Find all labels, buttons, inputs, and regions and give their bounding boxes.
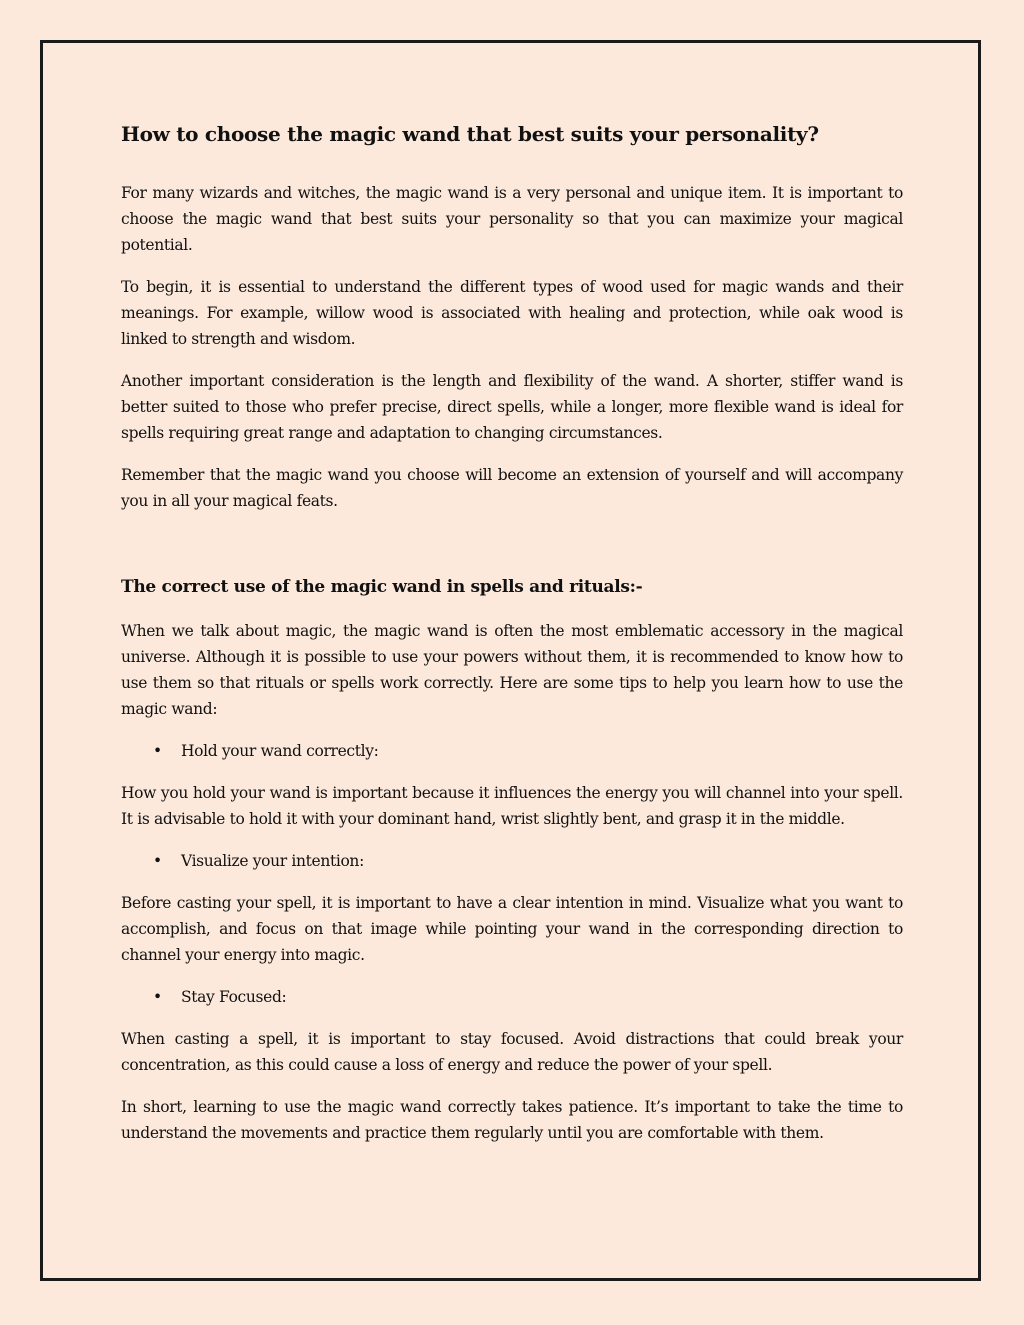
- intro-paragraph: For many wizards and witches, the magic wand is a very personal and unique item. It is important to choose the magic wand that best suits your personality so that you can maximize your magical potential.: [121, 184, 903, 254]
- intro-paragraph: Another important consideration is the length and flexibility of the wand. A shorter, stiffer wand is better suited to those who prefer precise, direct spells, while a longer, more flexible wand is ideal for spells requiring great range and adaptation to changing circumstances.: [121, 372, 903, 442]
- tip-paragraph: Before casting your spell, it is important to have a clear intention in mind. Visualize what you want to accomplish, and focus on that image while pointing your wand in the corresponding direction to channel your energy into magic.: [121, 894, 903, 964]
- bullet-icon: •: [153, 852, 162, 870]
- tip-label: Visualize your intention:: [181, 852, 364, 870]
- tip-item: [121, 984, 903, 1010]
- article-title: How to choose the magic wand that best suits your personality?: [121, 122, 819, 146]
- intro-paragraph: Remember that the magic wand you choose will become an extension of yourself and will accompany you in all your magical feats.: [121, 466, 903, 510]
- tip-list: [121, 984, 903, 1010]
- tip-paragraph: How you hold your wand is important because it influences the energy you will channel into your spell. It is advisable to hold it with your dominant hand, wrist slightly bent, and grasp it in the middle.: [121, 784, 903, 828]
- tip-label: Hold your wand correctly:: [181, 742, 379, 760]
- section-intro-paragraph: When we talk about magic, the magic wand is often the most emblematic accessory in the magical universe. Although it is possible to use your powers without them, it is recommended to know how to use them so that rituals or spells work correctly. Here are some tips to help you learn how to use the magic wand:: [121, 622, 903, 718]
- article-body: [121, 118, 903, 1162]
- bullet-icon: •: [153, 742, 162, 760]
- tip-item: [121, 738, 903, 764]
- bullet-icon: •: [153, 988, 162, 1006]
- tip-list: [121, 848, 903, 874]
- tip-list: [121, 738, 903, 764]
- section-heading: The correct use of the magic wand in spells and rituals:-: [121, 577, 643, 597]
- conclusion-paragraph: In short, learning to use the magic wand correctly takes patience. It’s important to take the time to understand the movements and practice them regularly until you are comfortable with them.: [121, 1098, 903, 1142]
- intro-paragraph: To begin, it is essential to understand the different types of wood used for magic wands and their meanings. For example, willow wood is associated with healing and protection, while oak wood is linked to strength and wisdom.: [121, 278, 903, 348]
- tip-label: Stay Focused:: [181, 988, 287, 1006]
- tip-item: [121, 848, 903, 874]
- tip-paragraph: When casting a spell, it is important to stay focused. Avoid distractions that could break your concentration, as this could cause a loss of energy and reduce the power of your spell.: [121, 1030, 903, 1074]
